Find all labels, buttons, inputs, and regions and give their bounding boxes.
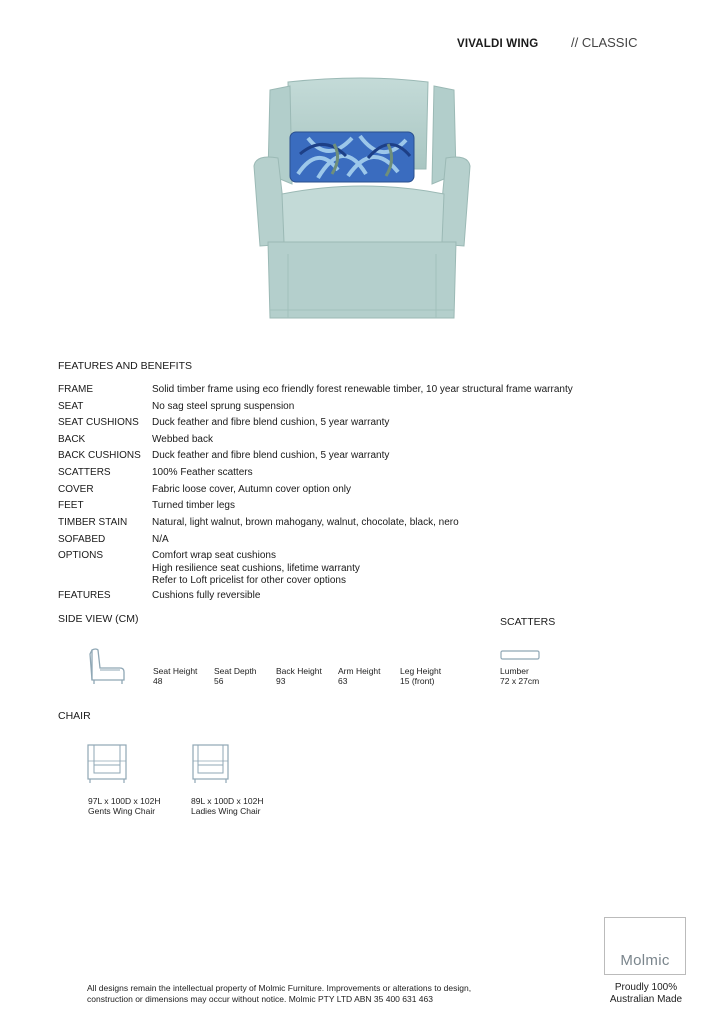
feature-value: 100% Feather scatters — [152, 467, 253, 478]
feature-value: N/A — [152, 534, 169, 545]
feature-label: COVER — [58, 484, 94, 495]
dim-value: 63 — [338, 676, 348, 686]
chair-size: 97L x 100D x 102H — [88, 796, 161, 806]
ladies-wing-chair-icon — [190, 743, 232, 785]
feature-label: BACK — [58, 434, 86, 445]
dim-seat-height — [153, 666, 197, 686]
lumbar-cushion-icon — [500, 650, 542, 660]
feature-value: Duck feather and fibre blend cushion, 5 year warranty — [152, 417, 390, 428]
scatter-item — [500, 666, 539, 686]
feature-value: Solid timber frame using eco friendly forest renewable timber, 10 year structural frame warranty — [152, 384, 573, 395]
feature-label: BACK CUSHIONS — [58, 450, 141, 461]
dim-seat-depth — [214, 666, 257, 686]
footer-line: All designs remain the intellectual property of Molmic Furniture. Improvements or alterations to design, — [87, 983, 472, 993]
dim-value: 56 — [214, 676, 224, 686]
feature-label: TIMBER STAIN — [58, 517, 128, 528]
dim-value: 48 — [153, 676, 163, 686]
scatter-size: 72 x 27cm — [500, 676, 540, 686]
brand-logo-text: Molmic — [620, 952, 670, 969]
dim-leg-height — [400, 666, 441, 686]
feature-label: SEAT CUSHIONS — [58, 417, 139, 428]
feature-label: FRAME — [58, 384, 93, 395]
feature-value: Duck feather and fibre blend cushion, 5 year warranty — [152, 450, 390, 461]
scatters-heading: SCATTERS — [500, 616, 556, 628]
gents-wing-chair-icon — [86, 743, 128, 785]
feature-value: Natural, light walnut, brown mahogany, walnut, chocolate, black, nero — [152, 517, 459, 528]
dim-value: 15 (front) — [400, 676, 435, 686]
dim-label: Back Height — [276, 666, 322, 676]
chair-ladies — [191, 796, 263, 816]
feature-label: SOFABED — [58, 534, 106, 545]
chair-gents — [88, 796, 160, 816]
feature-value: Turned timber legs — [152, 500, 235, 511]
brand-logo — [604, 917, 686, 975]
dim-label: Seat Depth — [214, 666, 257, 676]
australian-made-line2: Australian Made — [609, 994, 683, 1005]
australian-made-line1: Proudly 100% — [614, 982, 678, 993]
chair-side-view-icon — [86, 646, 128, 686]
product-range: // CLASSIC — [571, 35, 638, 50]
feature-value: High resilience seat cushions, lifetime warranty — [152, 563, 360, 574]
chair-size: 89L x 100D x 102H — [191, 796, 264, 806]
feature-label: SEAT — [58, 401, 84, 412]
dim-label: Seat Height — [153, 666, 198, 676]
feature-label: SCATTERS — [58, 467, 111, 478]
feature-label: FEET — [58, 500, 84, 511]
chair-heading: CHAIR — [58, 710, 91, 722]
dim-label: Leg Height — [400, 666, 442, 676]
feature-value: No sag steel sprung suspension — [152, 401, 295, 412]
feature-value: Refer to Loft pricelist for other cover options — [152, 575, 346, 586]
footer-line: construction or dimensions may occur without notice. Molmic PTY LTD ABN 35 400 631 463 — [87, 994, 433, 1004]
scatter-label: Lumber — [500, 666, 529, 676]
feature-value: Fabric loose cover, Autumn cover option only — [152, 484, 351, 495]
feature-label: OPTIONS — [58, 550, 104, 561]
features-heading: FEATURES AND BENEFITS — [58, 360, 192, 372]
product-photo — [248, 74, 478, 324]
feature-value: Cushions fully reversible — [152, 590, 261, 601]
australian-made-tag — [598, 982, 694, 1006]
product-title: VIVALDI WING — [457, 38, 539, 50]
side-view-heading: SIDE VIEW (CM) — [58, 613, 139, 625]
dim-label: Arm Height — [338, 666, 381, 676]
dim-value: 93 — [276, 676, 286, 686]
footer-disclaimer — [87, 983, 471, 1005]
chair-name: Gents Wing Chair — [88, 806, 156, 816]
feature-label: FEATURES — [58, 590, 111, 601]
dim-arm-height — [338, 666, 381, 686]
dim-back-height — [276, 666, 322, 686]
chair-name: Ladies Wing Chair — [191, 806, 261, 816]
feature-value: Webbed back — [152, 434, 213, 445]
feature-value: Comfort wrap seat cushions — [152, 550, 276, 561]
